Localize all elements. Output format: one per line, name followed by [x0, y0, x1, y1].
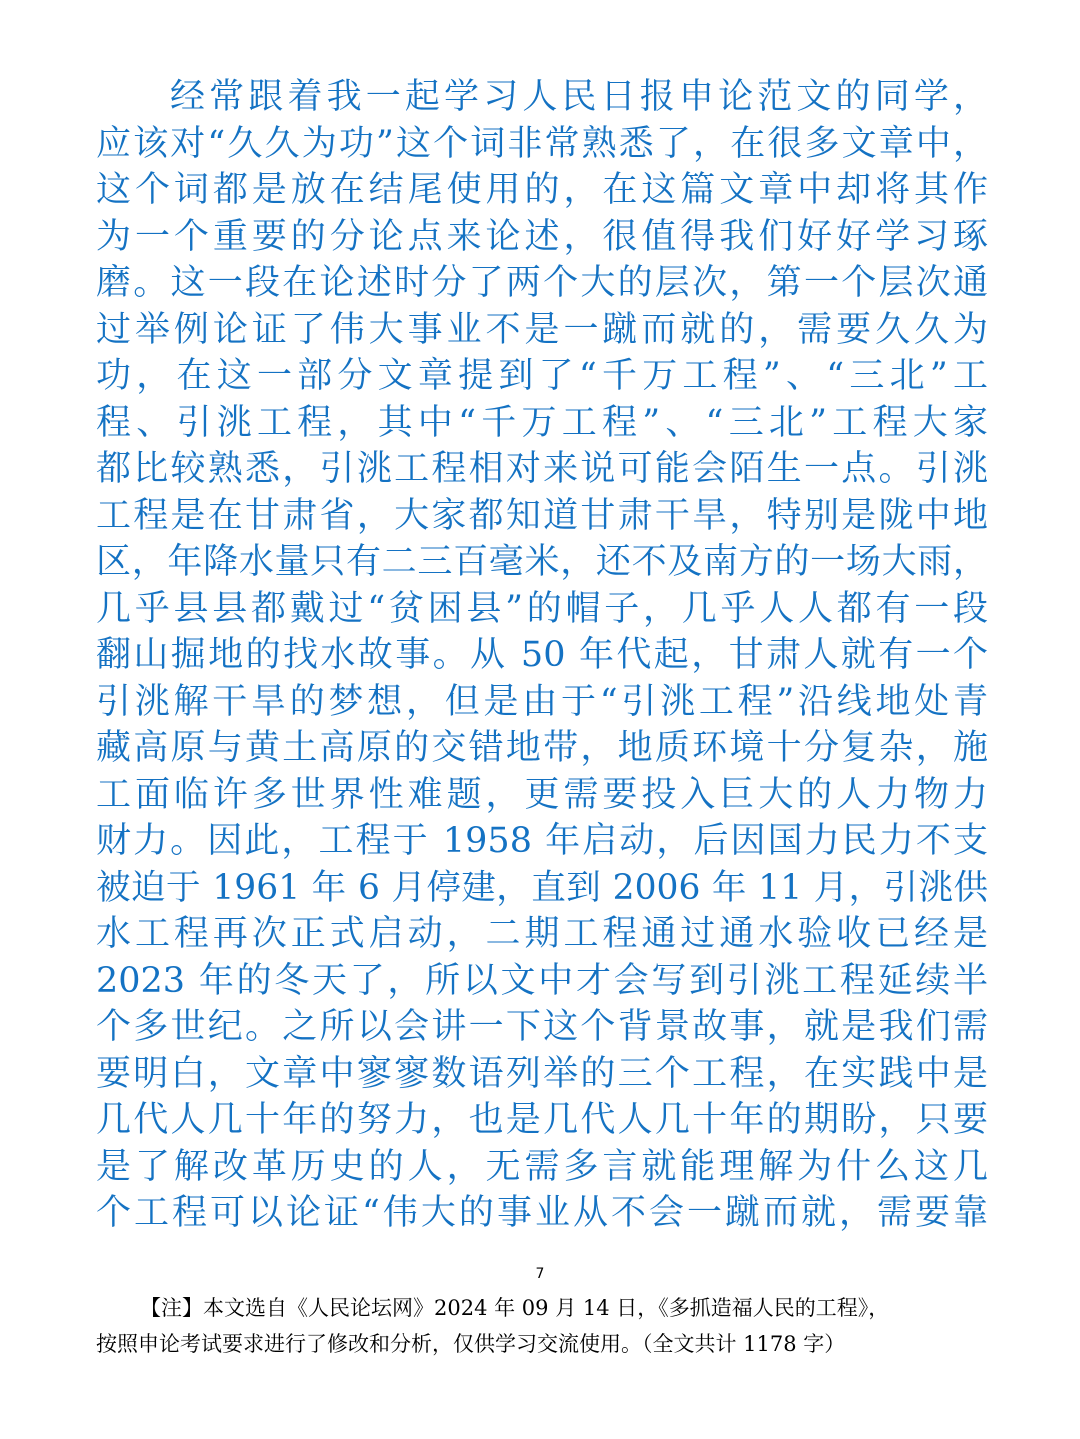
paragraph-line: 几代人几十年的努力，也是几代人几十年的期盼，只要 [96, 1100, 988, 1140]
paragraph-line: 为一个重要的分论点来论述，很值得我们好好学习琢 [96, 216, 988, 257]
paragraph-line: 经常跟着我一起学习人民日报申论范文的同学， [170, 77, 988, 117]
paragraph-line: 功，在这一部分文章提到了“千万工程”、“三北”工 [96, 356, 988, 396]
paragraph-line: 工程是在甘肃省，大家都知道甘肃干旱，特别是陇中地 [96, 495, 988, 536]
footnote-line: 按照申论考试要求进行了修改和分析，仅供学习交流使用。（全文共计 1178 字） [96, 1332, 846, 1356]
paragraph-line: 被迫于 1961 年 6 月停建，直到 2006 年 11 月，引洮供 [96, 867, 988, 908]
paragraph-line: 磨。这一段在论述时分了两个大的层次，第一个层次通 [96, 263, 988, 303]
paragraph-line: 几乎县县都戴过“贫困县”的帽子，几乎人人都有一段 [96, 588, 988, 629]
page-number: 7 [535, 1266, 545, 1282]
paragraph-line: 引洮解干旱的梦想，但是由于“引洮工程”沿线地处青 [96, 681, 988, 722]
paragraph-line: 个多世纪。之所以会讲一下这个背景故事，就是我们需 [96, 1007, 988, 1047]
paragraph-line: 过举例论证了伟大事业不是一蹴而就的，需要久久为 [96, 309, 988, 350]
paragraph-line: 区，年降水量只有二三百毫米，还不及南方的一场大雨， [96, 542, 988, 582]
paragraph-line: 2023 年的冬天了，所以文中才会写到引洮工程延续半 [96, 960, 988, 1001]
paragraph-line: 财力。因此，工程于 1958 年启动，后因国力民力不支 [96, 821, 988, 861]
paragraph-line: 是了解改革历史的人，无需多言就能理解为什么这几 [96, 1146, 988, 1187]
paragraph-line: 藏高原与黄土高原的交错地带，地质环境十分复杂，施 [96, 728, 988, 768]
paragraph-line: 程、引洮工程，其中“千万工程”、“三北”工程大家 [96, 402, 988, 443]
body-paragraph [96, 74, 988, 1237]
paragraph-line: 翻山掘地的找水故事。从 50 年代起，甘肃人就有一个 [96, 635, 988, 675]
paragraph-line: 工面临许多世界性难题，更需要投入巨大的人力物力 [96, 774, 988, 815]
paragraph-line: 要明白，文章中寥寥数语列举的三个工程，在实践中是 [96, 1053, 988, 1094]
paragraph-line: 应该对“久久为功”这个词非常熟悉了，在很多文章中， [96, 123, 988, 164]
paragraph-line: 都比较熟悉，引洮工程相对来说可能会陌生一点。引洮 [96, 449, 988, 489]
paragraph-line: 水工程再次正式启动，二期工程通过通水验收已经是 [96, 914, 988, 954]
footnote-line: 【注】本文选自《人民论坛网》2024 年 09 月 14 日，《多抓造福人民的工程》， [140, 1296, 890, 1320]
paragraph-line: 这个词都是放在结尾使用的，在这篇文章中却将其作 [96, 170, 988, 210]
paragraph-line: 个工程可以论证“伟大的事业从不会一蹴而就，需要靠 [96, 1193, 988, 1233]
footnote [96, 1290, 988, 1362]
